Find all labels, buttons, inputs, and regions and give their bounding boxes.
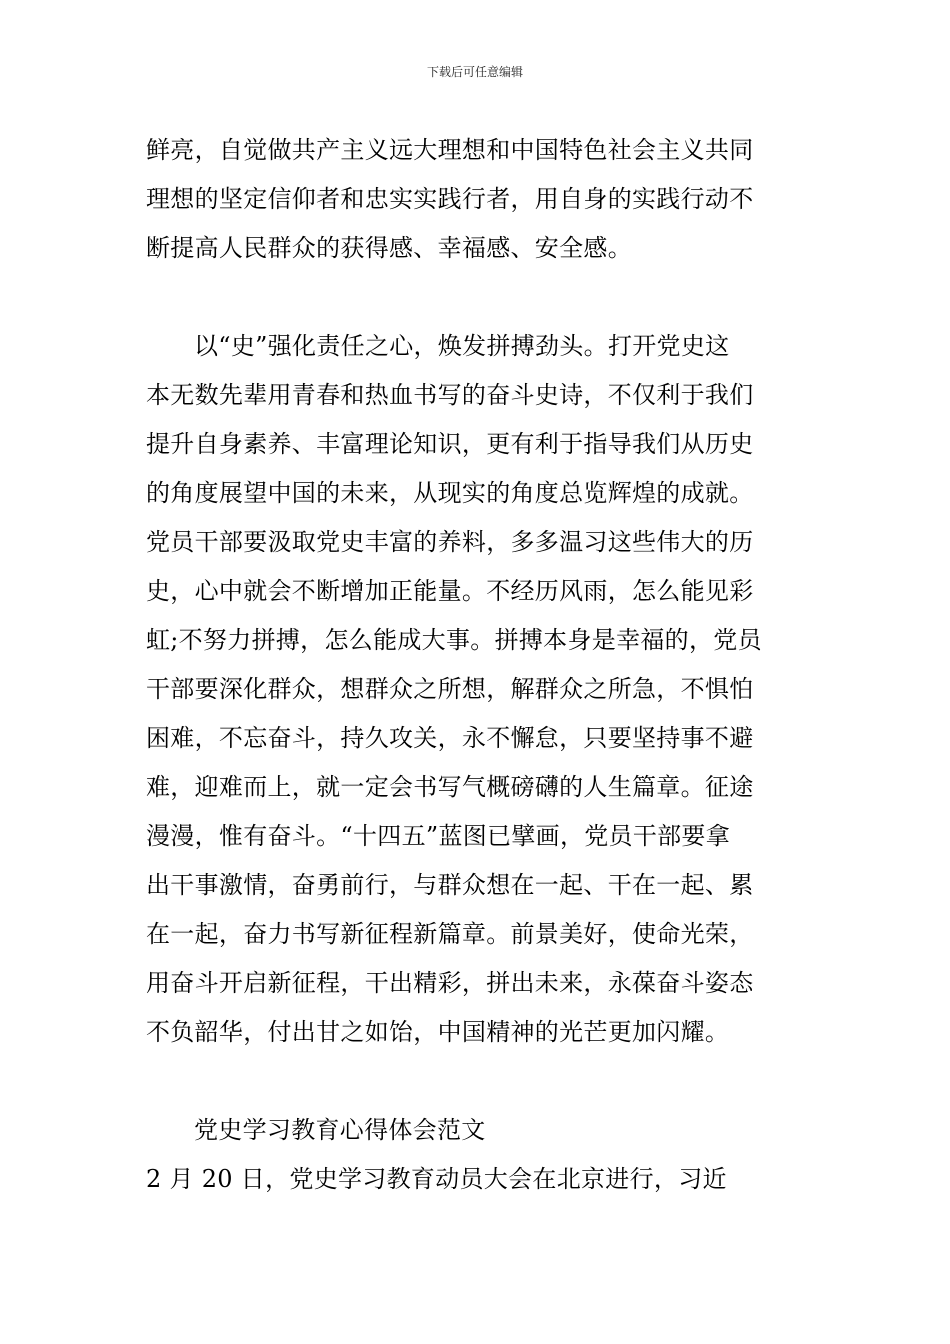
paragraph-2-line-12: 出干事激情，奋勇前行，与群众想在一起、干在一起、累 bbox=[146, 871, 754, 899]
paragraph-2-line-11: 漫漫，惟有奋斗。“十四五”蓝图已擘画，党员干部要拿 bbox=[146, 822, 731, 850]
paragraph-1-line-3: 断提高人民群众的获得感、幸福感、安全感。 bbox=[146, 234, 632, 262]
paragraph-2-line-1: 以“史”强化责任之心，焕发拼搏劲头。打开党史这 bbox=[194, 332, 730, 360]
paragraph-3-line-1: 2 月 20 日，党史学习教育动员大会在北京进行，习近 bbox=[146, 1165, 727, 1193]
paragraph-spacer bbox=[146, 273, 810, 322]
paragraph-1 bbox=[146, 126, 810, 273]
paragraph-1-line-1: 鲜亮，自觉做共产主义远大理想和中国特色社会主义共同 bbox=[146, 136, 754, 164]
paragraph-3 bbox=[146, 1155, 810, 1204]
paragraph-2-line-5: 党员干部要汲取党史丰富的养料，多多温习这些伟大的历 bbox=[146, 528, 754, 556]
document-body bbox=[146, 126, 810, 1204]
paragraph-2 bbox=[146, 322, 810, 1057]
page-header: 下载后可任意编辑 bbox=[426, 65, 523, 79]
paragraph-2-line-3: 提升自身素养、丰富理论知识，更有利于指导我们从历史 bbox=[146, 430, 754, 458]
paragraph-2-line-4: 的角度展望中国的未来，从现实的角度总览辉煌的成就。 bbox=[146, 479, 754, 507]
paragraph-2-line-10: 难，迎难而上，就一定会书写气概磅礴的人生篇章。征途 bbox=[146, 773, 754, 801]
paragraph-2-line-7: 虹;不努力拼搏，怎么能成大事。拼搏本身是幸福的，党员 bbox=[146, 626, 762, 654]
paragraph-2-line-6: 史，心中就会不断增加正能量。不经历风雨，怎么能见彩 bbox=[146, 577, 754, 605]
paragraph-2-line-8: 干部要深化群众，想群众之所想，解群众之所急，不惧怕 bbox=[146, 675, 754, 703]
paragraph-2-line-13: 在一起，奋力书写新征程新篇章。前景美好，使命光荣， bbox=[146, 920, 754, 948]
section-title: 党史学习教育心得体会范文 bbox=[194, 1116, 486, 1144]
paragraph-2-line-2: 本无数先辈用青春和热血书写的奋斗史诗，不仅利于我们 bbox=[146, 381, 754, 409]
paragraph-2-line-14: 用奋斗开启新征程，干出精彩，拼出未来，永葆奋斗姿态 bbox=[146, 969, 754, 997]
paragraph-2-line-15: 不负韶华，付出甘之如饴，中国精神的光芒更加闪耀。 bbox=[146, 1018, 730, 1046]
paragraph-2-line-9: 困难，不忘奋斗，持久攻关，永不懈怠，只要坚持事不避 bbox=[146, 724, 754, 752]
paragraph-1-line-2: 理想的坚定信仰者和忠实实践行者，用自身的实践行动不 bbox=[146, 185, 754, 213]
paragraph-spacer bbox=[146, 1057, 810, 1106]
